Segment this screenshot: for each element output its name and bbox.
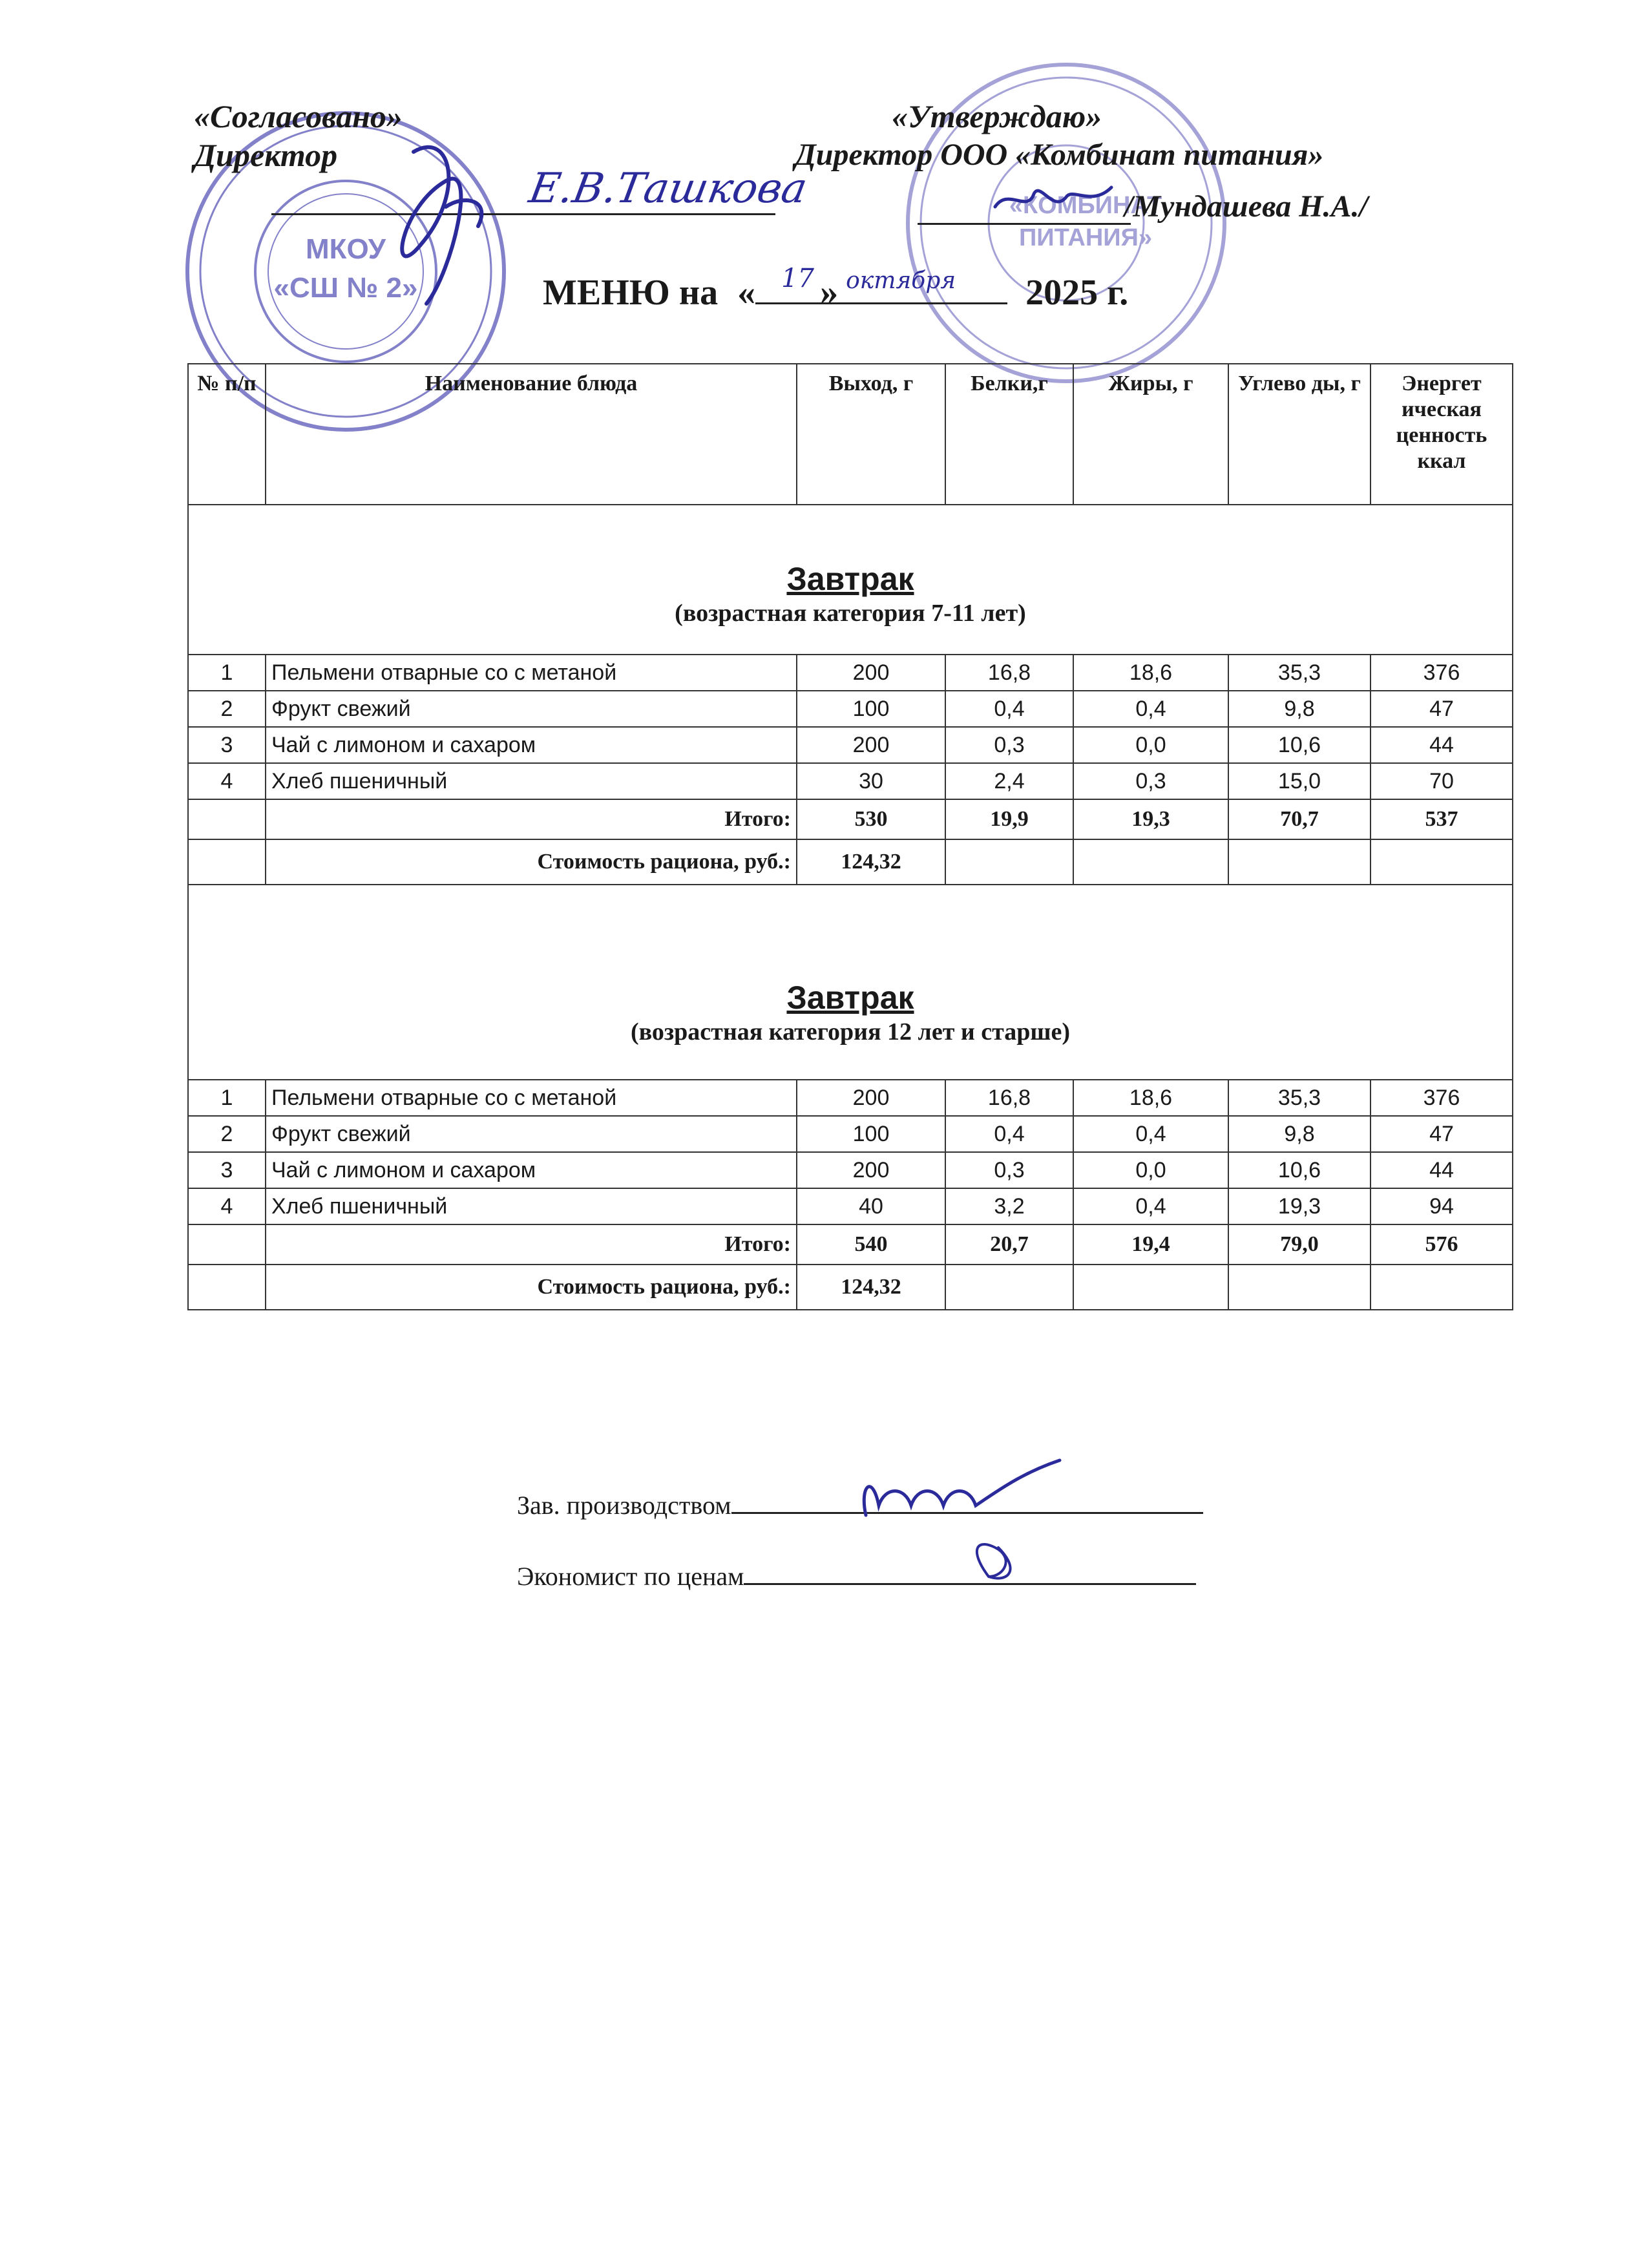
cell-output: 200 <box>797 1080 945 1116</box>
cost-empty-cell <box>1073 839 1228 885</box>
agreed-signature-line <box>271 213 775 215</box>
total-label: Итого: <box>266 1224 797 1265</box>
cell-num: 4 <box>188 1188 266 1224</box>
cell-energy: 376 <box>1371 1080 1513 1116</box>
date-year: 2025 г. <box>1025 273 1129 313</box>
cell-fat: 18,6 <box>1073 655 1228 691</box>
cell-num: 1 <box>188 655 266 691</box>
table-row <box>188 1188 1513 1224</box>
cell-name: Хлеб пшеничный <box>266 1188 797 1224</box>
cell-protein: 16,8 <box>945 655 1073 691</box>
cell-fat: 0,0 <box>1073 1152 1228 1188</box>
cell-fat: 18,6 <box>1073 1080 1228 1116</box>
total-row <box>188 1224 1513 1265</box>
production-manager-line <box>517 1486 1203 1520</box>
cell-output: 100 <box>797 1116 945 1152</box>
cell-carbs: 10,6 <box>1228 1152 1371 1188</box>
cell-energy: 47 <box>1371 1116 1513 1152</box>
table-row <box>188 1116 1513 1152</box>
approved-block <box>795 97 1441 174</box>
production-signature-blank <box>731 1486 1203 1514</box>
cell-fat: 0,4 <box>1073 1116 1228 1152</box>
section-header-row <box>188 505 1513 655</box>
date-close-quote: » <box>820 272 839 312</box>
cell-carbs: 35,3 <box>1228 1080 1371 1116</box>
date-open-quote: « <box>737 273 756 313</box>
menu-title <box>543 264 1129 313</box>
agreed-block <box>194 97 840 174</box>
cell-protein: 2,4 <box>945 763 1073 799</box>
total-output: 540 <box>797 1224 945 1265</box>
cell-output: 30 <box>797 763 945 799</box>
menu-table <box>187 363 1513 1310</box>
table-row <box>188 691 1513 727</box>
cell-output: 200 <box>797 727 945 763</box>
economist-label: Экономист по ценам <box>517 1562 744 1591</box>
cell-fat: 0,4 <box>1073 1188 1228 1224</box>
total-carbs: 79,0 <box>1228 1224 1371 1265</box>
approved-name: /Мундашева Н.А./ <box>1124 189 1368 224</box>
section-title: Завтрак <box>786 561 914 597</box>
cost-label: Стоимость рациона, руб.: <box>266 839 797 885</box>
cell-protein: 16,8 <box>945 1080 1073 1116</box>
cost-empty-cell <box>188 839 266 885</box>
total-output: 530 <box>797 799 945 839</box>
cell-carbs: 19,3 <box>1228 1188 1371 1224</box>
date-day: 17 <box>781 264 814 293</box>
economist-signature-blank <box>744 1557 1196 1585</box>
cell-num: 3 <box>188 1152 266 1188</box>
cell-num: 2 <box>188 1116 266 1152</box>
header-protein: Белки,г <box>945 364 1073 505</box>
header-num: № п/п <box>188 364 266 505</box>
total-empty-cell <box>188 799 266 839</box>
cell-output: 200 <box>797 655 945 691</box>
cell-carbs: 9,8 <box>1228 1116 1371 1152</box>
cost-empty-cell <box>188 1265 266 1310</box>
cell-protein: 0,4 <box>945 1116 1073 1152</box>
cell-energy: 44 <box>1371 727 1513 763</box>
cell-energy: 47 <box>1371 691 1513 727</box>
cell-energy: 44 <box>1371 1152 1513 1188</box>
cell-carbs: 35,3 <box>1228 655 1371 691</box>
cost-empty-cell <box>1228 1265 1371 1310</box>
economist-line <box>517 1557 1196 1591</box>
cell-num: 4 <box>188 763 266 799</box>
header-carbs: Углево ды, г <box>1228 364 1371 505</box>
section-title: Завтрак <box>786 980 914 1016</box>
cell-output: 200 <box>797 1152 945 1188</box>
school-stamp-line1: МКОУ <box>305 233 386 265</box>
menu-title-prefix: МЕНЮ на <box>543 273 719 313</box>
cell-name: Пельмени отварные со с метаной <box>266 1080 797 1116</box>
cell-protein: 0,3 <box>945 727 1073 763</box>
total-energy: 537 <box>1371 799 1513 839</box>
approved-signature-line <box>918 223 1131 225</box>
cell-name: Чай с лимоном и сахаром <box>266 727 797 763</box>
total-empty-cell <box>188 1224 266 1265</box>
cell-energy: 70 <box>1371 763 1513 799</box>
agreed-label: «Согласовано» <box>194 98 403 134</box>
approved-signature <box>995 187 1111 207</box>
cost-empty-cell <box>1371 839 1513 885</box>
date-blank <box>755 264 1007 312</box>
header-fat: Жиры, г <box>1073 364 1228 505</box>
total-label: Итого: <box>266 799 797 839</box>
cost-empty-cell <box>945 1265 1073 1310</box>
total-energy: 576 <box>1371 1224 1513 1265</box>
approved-position: Директор ООО «Комбинат питания» <box>795 138 1324 172</box>
cell-name: Фрукт свежий <box>266 691 797 727</box>
total-fat: 19,3 <box>1073 799 1228 839</box>
cost-value: 124,32 <box>797 1265 945 1310</box>
total-carbs: 70,7 <box>1228 799 1371 839</box>
cost-empty-cell <box>1073 1265 1228 1310</box>
cell-fat: 0,4 <box>1073 691 1228 727</box>
section-subtitle: (возрастная категория 12 лет и старше) <box>630 1018 1071 1045</box>
table-row <box>188 763 1513 799</box>
cell-fat: 0,3 <box>1073 763 1228 799</box>
cell-name: Пельмени отварные со с метаной <box>266 655 797 691</box>
header-energy: Энергет ическая ценность ккал <box>1371 364 1513 505</box>
header-name: Наименование блюда <box>266 364 797 505</box>
total-protein: 20,7 <box>945 1224 1073 1265</box>
table-header-row <box>188 364 1513 505</box>
cost-empty-cell <box>945 839 1073 885</box>
cost-label: Стоимость рациона, руб.: <box>266 1265 797 1310</box>
cell-energy: 94 <box>1371 1188 1513 1224</box>
cell-output: 40 <box>797 1188 945 1224</box>
table-row <box>188 727 1513 763</box>
cost-row <box>188 839 1513 885</box>
cell-name: Чай с лимоном и сахаром <box>266 1152 797 1188</box>
production-manager-label: Зав. производством <box>517 1491 731 1520</box>
total-row <box>188 799 1513 839</box>
cell-carbs: 15,0 <box>1228 763 1371 799</box>
cell-energy: 376 <box>1371 655 1513 691</box>
school-stamp-line2: «СШ № 2» <box>273 272 418 304</box>
company-stamp-line2: ПИТАНИЯ» <box>1018 224 1153 251</box>
approved-label: «Утверждаю» <box>892 98 1102 134</box>
table-row <box>188 655 1513 691</box>
cost-row <box>188 1265 1513 1310</box>
cell-carbs: 9,8 <box>1228 691 1371 727</box>
cell-num: 2 <box>188 691 266 727</box>
cell-output: 100 <box>797 691 945 727</box>
cell-protein: 0,3 <box>945 1152 1073 1188</box>
cell-name: Фрукт свежий <box>266 1116 797 1152</box>
cost-empty-cell <box>1371 1265 1513 1310</box>
agreed-name: Е.В.Ташкова <box>525 165 811 213</box>
section-subtitle: (возрастная категория 7-11 лет) <box>675 600 1026 627</box>
cost-value: 124,32 <box>797 839 945 885</box>
cell-carbs: 10,6 <box>1228 727 1371 763</box>
cell-num: 1 <box>188 1080 266 1116</box>
agreed-position: Директор <box>194 137 338 173</box>
date-month: октября <box>846 268 956 294</box>
cell-num: 3 <box>188 727 266 763</box>
cost-empty-cell <box>1228 839 1371 885</box>
company-stamp-line1: «КОМБИНАТ <box>1009 192 1162 219</box>
table-row <box>188 1080 1513 1116</box>
cell-fat: 0,0 <box>1073 727 1228 763</box>
table-row <box>188 1152 1513 1188</box>
cell-name: Хлеб пшеничный <box>266 763 797 799</box>
cell-protein: 0,4 <box>945 691 1073 727</box>
total-protein: 19,9 <box>945 799 1073 839</box>
header-output: Выход, г <box>797 364 945 505</box>
section-header-row <box>188 885 1513 1080</box>
cell-protein: 3,2 <box>945 1188 1073 1224</box>
total-fat: 19,4 <box>1073 1224 1228 1265</box>
